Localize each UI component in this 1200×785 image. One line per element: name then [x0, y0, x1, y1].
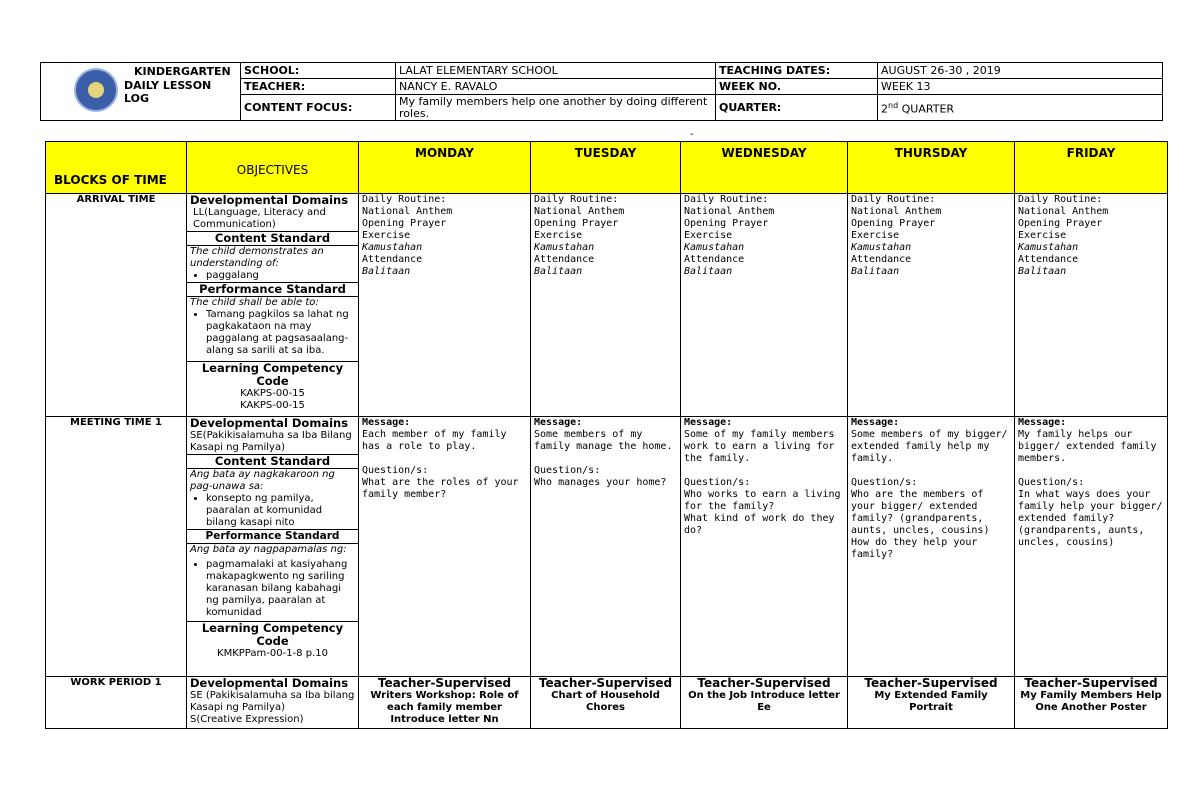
teacher-supervised-label: Teacher-Supervised — [697, 676, 831, 690]
arrival-objectives — [187, 194, 359, 417]
learning-competency-code-2: KAKPS-00-15 — [240, 400, 305, 411]
dev-domains-heading: Developmental Domains — [190, 416, 349, 430]
day-header-thursday: THURSDAY — [848, 142, 1015, 194]
meeting-wednesday — [681, 417, 848, 677]
activity-text: My Family Members Help One Another Poster — [1020, 690, 1162, 713]
routine-line: Kamustahan — [362, 242, 423, 253]
routine-line: Attendance — [362, 254, 423, 265]
teacher-label: TEACHER: — [241, 79, 396, 95]
routine-tuesday — [531, 194, 681, 417]
message-text: Some members of my bigger/ extended family help my family. — [851, 429, 1008, 464]
routine-line: Attendance — [851, 254, 912, 265]
header-table — [40, 62, 1163, 121]
question-text: Who are the members of your bigger/ extended family? (grandparents, aunts, uncles, cousins) — [851, 489, 990, 536]
routine-line: Exercise — [851, 230, 900, 241]
quarter-label: QUARTER: — [716, 95, 878, 121]
day-header-monday: MONDAY — [359, 142, 531, 194]
teacher-value: NANCY E. RAVALO — [396, 79, 716, 95]
routine-wednesday — [681, 194, 848, 417]
work-thursday — [848, 677, 1015, 729]
routine-line: Opening Prayer — [362, 218, 447, 229]
question-text: Who manages your home? — [534, 477, 667, 488]
routine-friday — [1015, 194, 1168, 417]
meeting-monday — [359, 417, 531, 677]
routine-line: Daily Routine: — [1018, 194, 1103, 205]
routine-line: Opening Prayer — [1018, 218, 1103, 229]
lesson-table — [45, 141, 1168, 729]
routine-line: Daily Routine: — [534, 194, 619, 205]
meeting-objectives — [187, 417, 359, 677]
message-label: Message: — [684, 417, 733, 428]
routine-line: National Anthem — [362, 206, 453, 217]
learning-competency-code: KMKPPam-00-1-8 p.10 — [217, 648, 328, 659]
routine-line: Exercise — [362, 230, 411, 241]
message-text: Some of my family members work to earn a living for the family. — [684, 429, 835, 464]
routine-line: National Anthem — [1018, 206, 1109, 217]
routine-line: Kamustahan — [684, 242, 745, 253]
work-row — [46, 677, 1168, 729]
routine-line: Exercise — [684, 230, 733, 241]
dev-domains-text-2: S(Creative Expression) — [190, 714, 304, 725]
routine-line: National Anthem — [534, 206, 625, 217]
quarter-suffix: nd — [888, 101, 899, 111]
work-objectives — [187, 677, 359, 729]
routine-line: Attendance — [684, 254, 745, 265]
meeting-row — [46, 417, 1168, 677]
day-header-friday: FRIDAY — [1015, 142, 1168, 194]
activity-text: Chart of Household Chores — [551, 690, 660, 713]
learning-competency-heading: Learning Competency Code — [187, 621, 358, 648]
question-text: Who works to earn a living for the family? — [684, 489, 841, 512]
routine-line: Daily Routine: — [362, 194, 447, 205]
question-text: What are the roles of your family member? — [362, 477, 519, 500]
meeting-thursday — [848, 417, 1015, 677]
dev-domains-text: SE(Pakikisalamuha sa Iba Bilang Kasapi ng Pamilya) — [190, 430, 352, 453]
routine-line: Kamustahan — [851, 242, 912, 253]
teaching-dates-label: TEACHING DATES: — [716, 63, 878, 79]
routine-line: Opening Prayer — [534, 218, 619, 229]
content-standard-heading: Content Standard — [187, 231, 358, 246]
table-head-row — [46, 142, 1168, 194]
routine-line: Balitaan — [684, 266, 733, 277]
question-label: Question/s: — [534, 465, 601, 476]
work-period-label: WORK PERIOD 1 — [46, 677, 187, 729]
performance-standard-heading: Performance Standard — [187, 282, 358, 297]
message-text: My family helps our bigger/ extended family members. — [1018, 429, 1157, 464]
message-text: Some members of my family manage the home. — [534, 429, 673, 452]
performance-standard-intro: The child shall be able to: — [190, 297, 319, 308]
work-monday — [359, 677, 531, 729]
question-text-2: What kind of work do they do? — [684, 513, 835, 536]
week-value: WEEK 13 — [878, 79, 1163, 95]
work-friday — [1015, 677, 1168, 729]
performance-standard-item: • pagmamalaki at kasiyahang makapagkwento ng sariling karanasan bilang kabahagi ng pamilya, paaralan at komunidad — [206, 559, 355, 619]
learning-competency-code-1: KAKPS-00-15 — [240, 388, 305, 399]
content-standard-item: • konsepto ng pamilya, paaralan at komunidad bilang kasapi nito — [206, 493, 355, 529]
dev-domains-text: SE (Pakikisalamuha sa Iba bilang Kasapi ng Pamilya) — [190, 690, 355, 713]
performance-standard-intro: Ang bata ay nagpapamalas ng: — [190, 544, 347, 555]
message-label: Message: — [851, 417, 900, 428]
separator-mark: - — [690, 129, 694, 140]
teaching-dates-value: AUGUST 26-30 , 2019 — [878, 63, 1163, 79]
blocks-of-time-header: BLOCKS OF TIME — [46, 142, 187, 194]
routine-line: Exercise — [534, 230, 583, 241]
routine-line: Balitaan — [362, 266, 411, 277]
dev-domains-heading: Developmental Domains — [190, 193, 349, 207]
question-label: Question/s: — [684, 477, 751, 488]
quarter-value — [878, 95, 1163, 121]
arrival-time-label: ARRIVAL TIME — [46, 194, 187, 417]
routine-line: Balitaan — [534, 266, 583, 277]
objectives-header: OBJECTIVES — [187, 142, 359, 194]
question-label: Question/s: — [851, 477, 918, 488]
performance-standard-heading: Performance Standard — [187, 529, 358, 544]
activity-text: Writers Workshop: Role of each family member Introduce letter Nn — [370, 690, 519, 725]
meeting-time-label: MEETING TIME 1 — [46, 417, 187, 677]
dev-domains-heading: Developmental Domains — [190, 676, 349, 690]
work-wednesday — [681, 677, 848, 729]
routine-line: Attendance — [1018, 254, 1079, 265]
work-tuesday — [531, 677, 681, 729]
question-label: Question/s: — [362, 465, 429, 476]
quarter-text: QUARTER — [898, 102, 955, 116]
teacher-supervised-label: Teacher-Supervised — [1024, 676, 1158, 690]
meeting-friday — [1015, 417, 1168, 677]
routine-thursday — [848, 194, 1015, 417]
message-label: Message: — [534, 417, 583, 428]
meeting-tuesday — [531, 417, 681, 677]
performance-standard-item: • Tamang pagkilos sa lahat ng pagkakataon na may paggalang at pagsasaalang-alang sa sarili at sa iba. — [206, 309, 355, 357]
dev-domains-text: LL(Language, Literacy and Communication) — [193, 207, 326, 230]
routine-line: Opening Prayer — [684, 218, 769, 229]
quarter-number: 2 — [881, 102, 888, 116]
logo-cell — [41, 63, 241, 121]
content-focus-label: CONTENT FOCUS: — [241, 95, 396, 121]
routine-line: Attendance — [534, 254, 595, 265]
question-text-2: How do they help your family? — [851, 537, 978, 560]
school-value: LALAT ELEMENTARY SCHOOL — [396, 63, 716, 79]
teacher-supervised-label: Teacher-Supervised — [377, 676, 512, 690]
routine-line: Daily Routine: — [851, 194, 936, 205]
arrival-row — [46, 194, 1168, 417]
activity-text: My Extended Family Portrait — [874, 690, 988, 713]
content-standard-heading: Content Standard — [187, 454, 358, 469]
question-label: Question/s: — [1018, 477, 1085, 488]
content-focus-value: My family members help one another by doing different roles. — [396, 95, 716, 121]
content-standard-item: • paggalang — [206, 270, 355, 282]
routine-line: Daily Routine: — [684, 194, 769, 205]
routine-line: Kamustahan — [1018, 242, 1079, 253]
week-label: WEEK NO. — [716, 79, 878, 95]
routine-line: Kamustahan — [534, 242, 595, 253]
day-header-tuesday: TUESDAY — [531, 142, 681, 194]
day-header-wednesday: WEDNESDAY — [681, 142, 848, 194]
teacher-supervised-label: Teacher-Supervised — [538, 676, 673, 690]
deped-seal-icon — [74, 68, 118, 112]
message-label: Message: — [362, 417, 411, 428]
routine-line: Exercise — [1018, 230, 1067, 241]
question-text: In what ways does your family help your bigger/ extended family? (grandparents, aunts, uncles, cousins) — [1018, 489, 1163, 548]
routine-line: Balitaan — [1018, 266, 1067, 277]
log-title-line1: KINDERGARTEN — [134, 65, 231, 78]
learning-competency-heading: Learning Competency Code — [187, 361, 358, 388]
message-label: Message: — [1018, 417, 1067, 428]
content-standard-intro: Ang bata ay nagkakaroon ng pag-unawa sa: — [190, 469, 335, 492]
activity-text: On the Job Introduce letter Ee — [688, 690, 840, 713]
routine-line: Balitaan — [851, 266, 900, 277]
routine-monday — [359, 194, 531, 417]
message-text: Each member of my family has a role to play. — [362, 429, 507, 452]
content-standard-intro: The child demonstrates an understanding of: — [190, 246, 324, 269]
teacher-supervised-label: Teacher-Supervised — [864, 676, 998, 690]
routine-line: Opening Prayer — [851, 218, 936, 229]
school-label: SCHOOL: — [241, 63, 396, 79]
routine-line: National Anthem — [684, 206, 775, 217]
routine-line: National Anthem — [851, 206, 942, 217]
log-title-line2: DAILY LESSON LOG — [124, 79, 212, 105]
